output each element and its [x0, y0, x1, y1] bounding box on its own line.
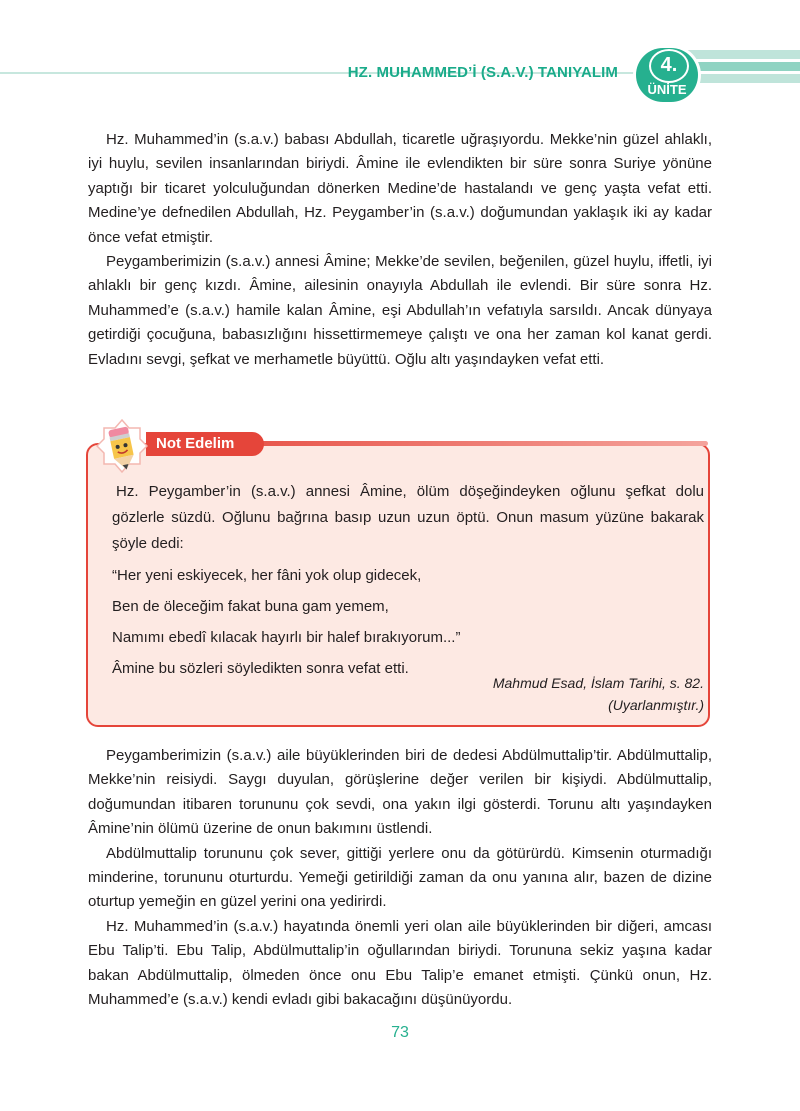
note-content: [112, 479, 704, 687]
paragraph: Hz. Muhammed’in (s.a.v.) babası Abdullah, ticaretle uğraşıyordu. Mekke’nin güzel ahlaklı, iyi huylu, sevilen insanlarından biriydi. Âmine ile evlendikten bir süre sonra Suriye yönüne yaptığı bir ticaret yolculuğundan dönerken Medine’de hastalandı ve genç yaşta vefat etti. Medine’ye defnedilen Abdullah, Hz. Peygamber’in (s.a.v.) doğumundan yaklaşık iki ay kadar önce vefat etmiştir.: [88, 131, 712, 246]
unit-number: 4.: [649, 49, 689, 83]
page-number: 73: [391, 1024, 409, 1041]
paragraph: Hz. Muhammed’in (s.a.v.) hayatında önemli yeri olan aile büyüklerinden bir diğeri, amcası Ebu Talip’ti. Ebu Talip, Abdülmuttalip’in oğullarından biriydi. Torununa sekiz yaşına kadar bakan Abdülmuttalip, ölmeden önce onu Ebu Talip’e emanet etmişti. Çünkü onun, Hz. Muhammed’e (s.a.v.) kendi evladı gibi bakacağını düşünüyordu.: [88, 917, 712, 1009]
note-intro: Hz. Peygamber’in (s.a.v.) annesi Âmine, ölüm döşeğindeyken oğlunu şefkat dolu gözlerle süzdü. Oğlunu bağrına basıp uzun uzun öptü. Onun masum yüzüne bakarak şöyle dedi:: [112, 483, 704, 552]
chapter-title: HZ. MUHAMMED’İ (S.A.V.) TANIYALIM: [347, 64, 618, 81]
paragraph: Abdülmuttalip torununu çok sever, gittiği yerlere onu da götürürdü. Kimsenin oturmadığı minderine, torununu oturturdu. Yemeği getirildiği zaman da onu yanına alır, bazen de dizine oturtup yemeğin en güzel yerini ona yedirirdi.: [88, 844, 712, 911]
poem-line: “Her yeni eskiyecek, her fâni yok olup gidecek,: [112, 567, 422, 584]
poem-line: Âmine bu sözleri söyledikten sonra vefat etti.: [112, 660, 409, 677]
poem-line: Namımı ebedî kılacak hayırlı bir halef bırakıyorum...”: [112, 629, 461, 646]
unit-label: ÜNİTE: [647, 82, 687, 97]
header-stripes: [600, 50, 800, 86]
source-citation: Mahmud Esad, İslam Tarihi, s. 82.: [492, 675, 704, 691]
unit-badge: [636, 48, 698, 102]
source-adapted: (Uyarlanmıştır.): [608, 697, 704, 713]
section-1: [88, 128, 712, 372]
note-tab: Not Edelim: [146, 432, 264, 456]
poem: [112, 563, 704, 682]
paragraph: Peygamberimizin (s.a.v.) aile büyüklerinden biri de dedesi Abdülmuttalip’tir. Abdülmuttalip, Mekke’nin reisiydi. Saygı duyulan, görüşlerine değer verilen bir kişiydi. Abdülmuttalip, doğumundan itibaren torununu çok sevdi, ona yakın ilgi gösterdi. Torunu altı yaşındayken Âmine’nin ölümü üzerine de onun bakımını üstlendi.: [88, 747, 712, 838]
poem-line: Ben de öleceğim fakat buna gam yemem,: [112, 598, 389, 615]
section-2: [88, 744, 712, 1012]
note-source: [493, 672, 704, 716]
paragraph: Peygamberimizin (s.a.v.) annesi Âmine; Mekke’de sevilen, beğenilen, güzel huylu, iffetli, iyi ahlaklı bir genç kızdı. Âmine, ailesinin onayıyla Abdullah ile evlendi. Bir süre sonra Hz. Muhammed’e (s.a.v.) hamile kalan Âmine, eşi Abdullah’ın vefatıyla sarsıldı. Ancak dünyaya getirdiği çocuğuna, babasızlığını hissettirmemeye çalıştı ve ona her zaman kol kanat gerdi. Evladını sevgi, şefkat ve merhametle büyüttü. Oğlu altı yaşındayken vefat etti.: [88, 253, 712, 368]
pencil-mascot-icon: [96, 418, 148, 476]
